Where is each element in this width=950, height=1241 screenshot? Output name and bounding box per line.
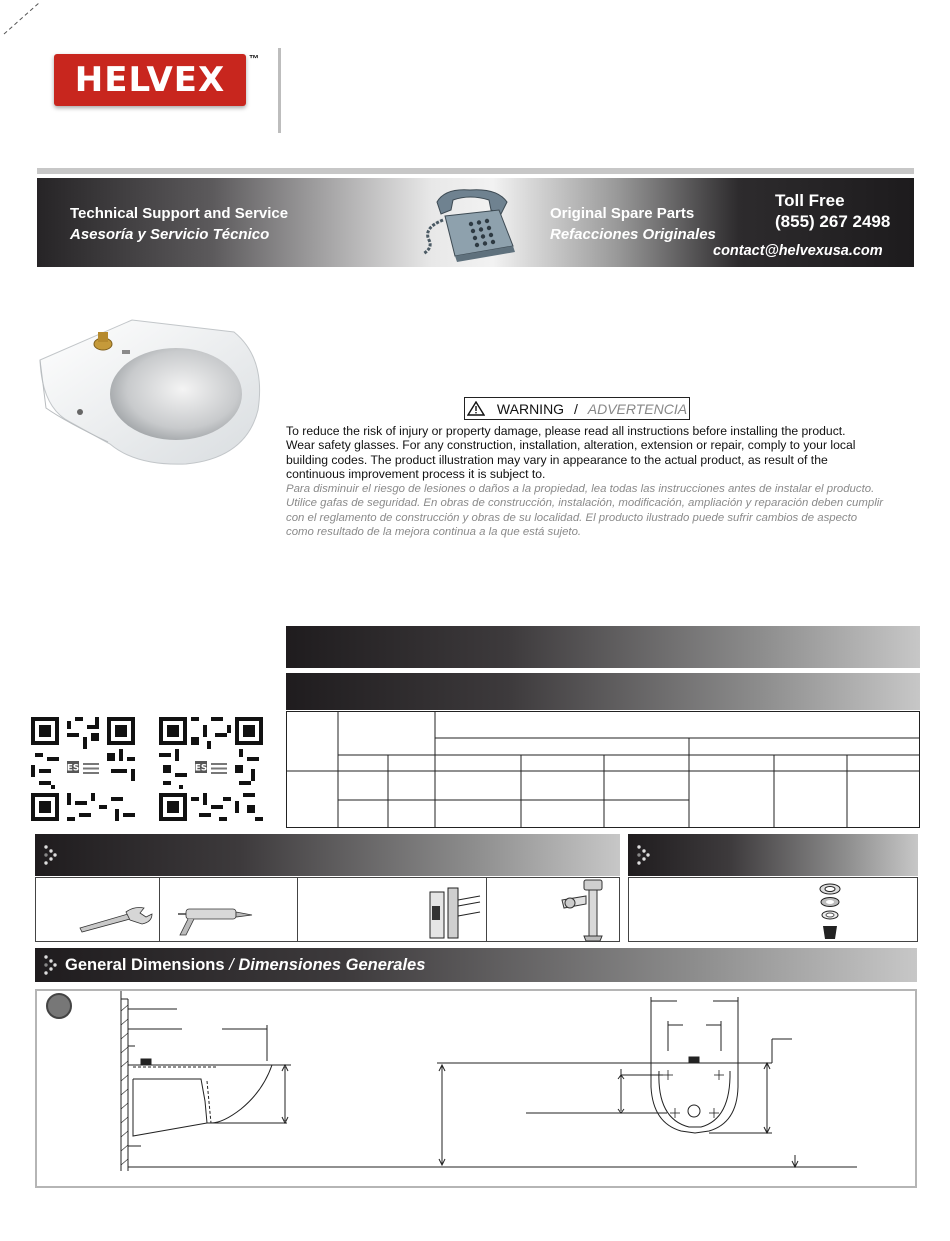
- gd-title-en: General Dimensions: [65, 955, 225, 974]
- flush-valve-icon: [556, 878, 618, 942]
- toll-free-label: Toll Free: [775, 191, 845, 210]
- logo-text: HELVEX: [74, 60, 226, 100]
- qr-code-1[interactable]: [31, 716, 135, 822]
- warning-label-es: ADVERTENCIA: [587, 400, 688, 417]
- wall-hung-toilet-image: [36, 318, 266, 468]
- tools-divider: [297, 878, 298, 941]
- tools-header-bar: [35, 834, 620, 876]
- toll-free-block: [775, 190, 890, 232]
- qr-badge-1: ES: [66, 763, 80, 774]
- warning-triangle-icon: [467, 401, 485, 416]
- warning-text-en: To reduce the risk of injury or property damage, please read all instructions before installing the product. Wear safety glasses. For any construction, installation, alteration, extension or repair, comply to your local building codes. The product illustration may vary in appearance to the actual product, as result of the continuous improvement process it is subject to.: [286, 424, 856, 481]
- section-header-bar: [286, 626, 920, 668]
- warning-text-es: Para disminuir el riesgo de lesiones o daños a la propiedad, lea todas las instrucciones antes de instalar el producto. Utilice gafas de seguridad. En obras de construcción, instalación, modificación, ampliación y reparación deben cumplir con el reglamento de construcción y obras de su localidad. El producto ilustrado puede sufrir cambios de aspecto como resultado de la mejora continua a la que está sujeto.: [286, 483, 884, 538]
- gd-title-sep: /: [224, 955, 239, 974]
- contact-email[interactable]: contact@helvexusa.com: [713, 243, 883, 259]
- tools-divider: [159, 878, 160, 941]
- banner-top-line: [37, 168, 914, 174]
- general-dimensions-header: [35, 948, 917, 982]
- spare-parts-es: Refacciones Originales: [550, 226, 716, 243]
- header-divider: [278, 48, 281, 133]
- support-banner: [37, 178, 914, 267]
- qr-badge-2: ES: [194, 763, 208, 774]
- spare-parts-block: [550, 203, 716, 245]
- toll-free-phone[interactable]: (855) 267 2498: [775, 212, 891, 231]
- warning-label-en: WARNING: [496, 400, 565, 417]
- tech-support-es: Asesoría y Servicio Técnico: [70, 226, 270, 243]
- parts-box: [628, 877, 918, 942]
- telephone-icon: [415, 180, 525, 264]
- spec-table-grid: [286, 711, 921, 830]
- section-dots-icon: [43, 844, 57, 866]
- tools-divider: [486, 878, 487, 941]
- trademark-symbol: ™: [249, 54, 259, 65]
- tech-support-block: [70, 203, 288, 245]
- warning-label-box: [464, 397, 690, 420]
- helvex-logo: [54, 54, 246, 106]
- tools-box: [35, 877, 620, 942]
- dimension-drawing: [37, 991, 915, 1186]
- section-dots-icon: [636, 844, 650, 866]
- tech-support-en: Technical Support and Service: [70, 205, 289, 222]
- gd-title-es: Dimensiones Generales: [238, 955, 426, 974]
- caulk-gun-icon: [176, 903, 256, 937]
- qr-code-2[interactable]: [159, 716, 263, 822]
- general-dimensions-title: [65, 956, 425, 975]
- table-header-bar: [286, 673, 920, 710]
- carrier-bracket-icon: [424, 886, 482, 942]
- parts-header-bar: [628, 834, 918, 876]
- section-dots-icon: [43, 954, 57, 976]
- warning-label-separator: /: [570, 400, 582, 417]
- wrench-icon: [78, 904, 156, 934]
- spud-parts-icon: [817, 882, 843, 940]
- spare-parts-en: Original Spare Parts: [550, 205, 695, 222]
- corner-dash-mark: [0, 0, 45, 40]
